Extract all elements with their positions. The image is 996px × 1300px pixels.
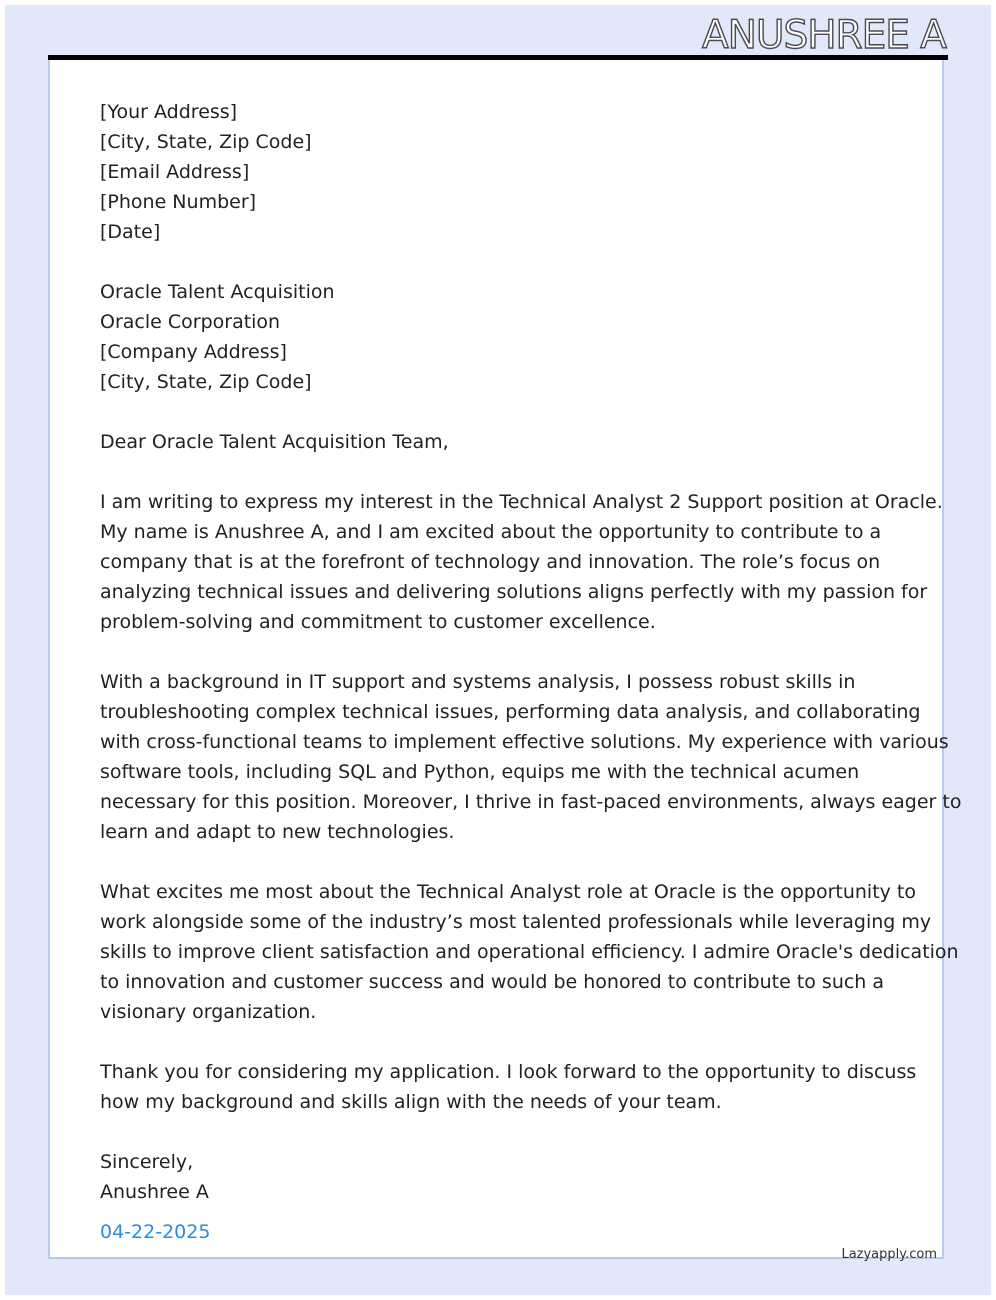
sender-city-state-zip: [City, State, Zip Code]: [100, 131, 312, 153]
spacer: [100, 1117, 900, 1147]
paragraph-line: visionary organization.: [100, 1001, 317, 1023]
paragraph-line: Thank you for considering my application. I look forward to the opportunity to discuss: [100, 1061, 917, 1083]
recipient-company: Oracle Corporation: [100, 311, 281, 333]
paragraph-line: with cross-functional teams to implement effective solutions. My experience with various: [100, 731, 949, 753]
spacer: [100, 1027, 900, 1057]
paragraph-line: problem-solving and commitment to customer excellence.: [100, 611, 656, 633]
paragraph-3: [100, 877, 959, 1027]
spacer: [100, 397, 900, 427]
salutation: Dear Oracle Talent Acquisition Team,: [100, 431, 449, 453]
paragraph-line: how my background and skills align with the needs of your team.: [100, 1091, 722, 1113]
cover-letter-body: [100, 97, 962, 1207]
paragraph-line: troubleshooting complex technical issues, performing data analysis, and collaborating: [100, 701, 921, 723]
sender-email: [Email Address]: [100, 161, 250, 183]
sender-date: [Date]: [100, 221, 161, 243]
paragraph-line: necessary for this position. Moreover, I thrive in fast-paced environments, always eager to: [100, 791, 962, 813]
paragraph-line: company that is at the forefront of technology and innovation. The role’s focus on: [100, 551, 881, 573]
paragraph-line: work alongside some of the industry’s most talented professionals while leveraging my: [100, 911, 932, 933]
closing-block: [100, 1147, 900, 1207]
paragraph-line: to innovation and customer success and would be honored to contribute to such a: [100, 971, 885, 993]
paragraph-line: What excites me most about the Technical Analyst role at Oracle is the opportunity to: [100, 881, 917, 903]
applicant-name-heading: ANUSHREE A: [702, 13, 946, 58]
signature-name: Anushree A: [100, 1181, 209, 1203]
paragraph-line: I am writing to express my interest in the Technical Analyst 2 Support position at Oracle.: [100, 491, 943, 513]
recipient-block: [100, 277, 900, 397]
spacer: [100, 637, 900, 667]
sender-address: [Your Address]: [100, 101, 238, 123]
paragraph-line: software tools, including SQL and Python, equips me with the technical acumen: [100, 761, 860, 783]
paragraph-1: [100, 487, 943, 637]
spacer: [100, 247, 900, 277]
paragraph-line: My name is Anushree A, and I am excited about the opportunity to contribute to a: [100, 521, 882, 543]
spacer: [100, 847, 900, 877]
site-watermark: Lazyapply.com: [841, 1247, 937, 1262]
recipient-name: Oracle Talent Acquisition: [100, 281, 335, 303]
recipient-city-state-zip: [City, State, Zip Code]: [100, 371, 312, 393]
paragraph-4: [100, 1057, 917, 1117]
sign-off: Sincerely,: [100, 1151, 194, 1173]
sender-phone: [Phone Number]: [100, 191, 257, 213]
paragraph-line: With a background in IT support and systems analysis, I possess robust skills in: [100, 671, 856, 693]
sender-block: [100, 97, 900, 247]
recipient-address: [Company Address]: [100, 341, 287, 363]
paragraph-2: [100, 667, 962, 847]
paragraph-line: analyzing technical issues and delivering solutions aligns perfectly with my passion for: [100, 581, 928, 603]
paragraph-line: learn and adapt to new technologies.: [100, 821, 455, 843]
letter-date: 04-22-2025: [100, 1221, 211, 1243]
paragraph-line: skills to improve client satisfaction and operational efficiency. I admire Oracle's dedication: [100, 941, 959, 963]
spacer: [100, 457, 900, 487]
